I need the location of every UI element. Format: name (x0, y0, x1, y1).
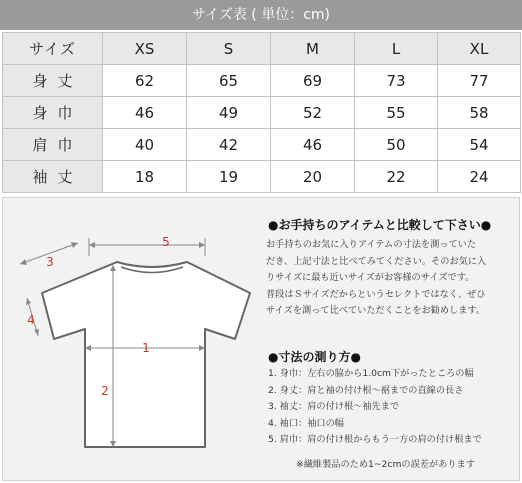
table-cell: 24 (438, 161, 521, 193)
arrow-head (20, 259, 27, 265)
arrow-head (199, 242, 205, 248)
table-cell: 50 (355, 129, 438, 161)
column-header: XS (103, 33, 187, 65)
column-header: XL (438, 33, 521, 65)
table-cell: 58 (438, 97, 521, 129)
table-cell: 19 (187, 161, 271, 193)
table-cell: 42 (187, 129, 271, 161)
compare-line: サイズを測って比べていただくことをお勧めします。 (266, 305, 486, 316)
column-header: S (187, 33, 271, 65)
table-corner-header: サイズ (3, 33, 103, 65)
howto-item: 5. 肩巾：肩の付け根からもう一方の肩の付け根まで (268, 434, 482, 446)
dimension-label-1: 1 (142, 341, 150, 355)
row-label: 身巾 (3, 97, 103, 129)
footnote: ※繊維製品のため1~2cmの誤差があります (296, 459, 475, 470)
compare-line: 普段はＳサイズだからというセレクトではなく、ぜひ (266, 288, 486, 300)
dimension-label-4: 4 (27, 313, 35, 327)
table-cell: 18 (103, 161, 187, 193)
arrow-head (34, 329, 39, 336)
dimension-label-3: 3 (46, 255, 54, 269)
table-cell: 65 (187, 65, 271, 97)
table-cell: 77 (438, 65, 521, 97)
table-cell: 52 (271, 97, 355, 129)
howto-item: 4. 袖口：袖口の幅 (268, 417, 344, 429)
compare-line: りサイズに最も近いサイズがお客様のサイズです。 (266, 272, 475, 283)
table-cell: 22 (355, 161, 438, 193)
arrow-head (89, 242, 95, 248)
compare-heading: ●お手持ちのアイテムと比較して下さい● (268, 218, 492, 232)
table-cell: 20 (271, 161, 355, 193)
table-cell: 46 (103, 97, 187, 129)
table-cell: 49 (187, 97, 271, 129)
howto-item: 1. 身巾：左右の脇から1.0cm下がったところの幅 (268, 368, 474, 379)
table-cell: 46 (271, 129, 355, 161)
dimension-label-5: 5 (162, 235, 170, 249)
compare-line: だき、上記寸法と比べてみてください。そのお気に入 (266, 255, 487, 267)
table-cell: 40 (103, 129, 187, 161)
compare-body (266, 237, 514, 320)
dimension-label-2: 2 (101, 384, 109, 398)
howto-item: 2. 身丈：肩と袖の付け根～裾までの直線の長さ (268, 384, 464, 396)
table-cell: 69 (271, 65, 355, 97)
column-header: L (355, 33, 438, 65)
howto-heading: ●寸法の測り方● (268, 350, 361, 364)
table-cell: 62 (103, 65, 187, 97)
arrow-head (26, 298, 31, 305)
column-header: M (271, 33, 355, 65)
table-cell: 54 (438, 129, 521, 161)
table-cell: 73 (355, 65, 438, 97)
howto-item: 3. 袖丈：肩の付け根～袖先まで (268, 401, 400, 413)
arrow-head (71, 242, 78, 248)
howto-list (268, 366, 518, 449)
size-chart-title: サイズ表 ( 単位：cm) (0, 0, 522, 30)
row-label: 肩巾 (3, 129, 103, 161)
table-cell: 55 (355, 97, 438, 129)
compare-line: お手持ちのお気に入りアイテムの寸法を測っていた (266, 239, 477, 250)
row-label: 身丈 (3, 65, 103, 97)
row-label: 袖丈 (3, 161, 103, 193)
